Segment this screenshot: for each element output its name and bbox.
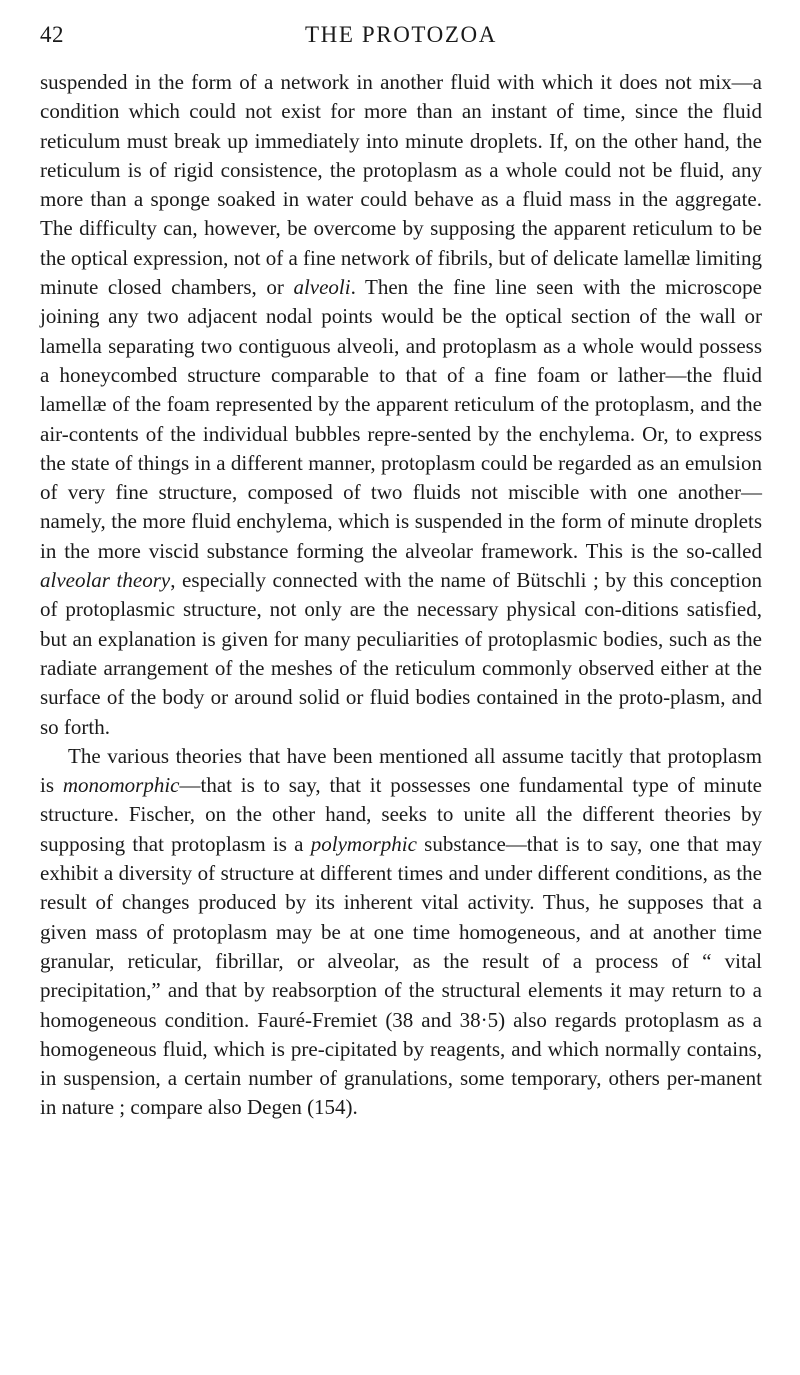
italic-term-alveolar-theory: alveolar theory (40, 568, 171, 593)
book-page (40, 18, 762, 1123)
italic-term-alveoli: alveoli (293, 275, 351, 300)
body-text (40, 68, 762, 1123)
running-head: THE PROTOZOA (305, 22, 497, 47)
page-number: 42 (40, 22, 64, 47)
text-segment: substance—that is to say, one that may exhibit a diversity of structure at different times and under different conditions, as the result of changes produced by its inherent vital activity. Thus, he supposes that a given mass of protoplasm may be at one time homogeneous, and at another time granular, reticular, fibrillar, or alveolar, as the result of a process of “ vital precipitation,” and that by reabsorption of the structural elements it may return to a homogeneous condition. Fauré-Fremiet (38 and 38·5) also regards protoplasm as a homogeneous fluid, which is pre-cipitated by reagents, and which normally contains, in suspension, a certain number of granulations, some temporary, others per-manent in nature ; compare also Degen (154). (40, 831, 762, 1120)
paragraph-2 (40, 742, 762, 1123)
italic-term-polymorphic: polymorphic (310, 831, 417, 856)
text-segment: . Then the fine line seen with the microscope joining any two adjacent nodal points would be the optical section of the wall or lamella separating two contiguous alveoli, and protoplasm as a whole would possess a honeycombed structure comparable to that of a fine foam or lather—the fluid lamellæ of the foam represented by the apparent reticulum of the protoplasm, and the air-contents of the individual bubbles repre-sented by the enchylema. Or, to express the state of things in a different manner, protoplasm could be regarded as an emulsion of very fine structure, composed of two fluids not miscible with one another—namely, the more fluid enchylema, which is suspended in the form of minute droplets in the more viscid substance forming the alveolar framework. This is the so-called (40, 275, 762, 563)
text-segment: —that is to say, that it possesses one fundamental type of minute structure. Fischer, on the other hand, seeks to unite all the different theories by supposing that protoplasm is a (40, 773, 763, 856)
text-segment: suspended in the form of a network in another fluid with which it does not mix—a condition which could not exist for more than an instant of time, since the fluid reticulum must break up immediately into minute droplets. If, on the other hand, the reticulum is of rigid consistence, the protoplasm as a whole could not be fluid, any more than a sponge soaked in water could behave as a fluid mass in the aggregate. The difficulty can, however, be overcome by supposing the apparent reticulum to be the optical expression, not of a fine network of fibrils, but of delicate lamellæ limiting minute closed chambers, or (40, 70, 762, 300)
text-segment: , especially connected with the name of Bütschli ; by this conception of protoplasmic structure, not only are the necessary physical con-ditions satisfied, but an explanation is given for many peculiarities of protoplasmic bodies, such as the radiate arrangement of the meshes of the reticulum commonly observed either at the surface of the body or around solid or fluid bodies contained in the proto-plasm, and so forth. (40, 568, 762, 739)
paragraph-1 (40, 68, 762, 742)
italic-term-monomorphic: monomorphic (62, 773, 180, 798)
text-segment: The various theories that have been mentioned all assume tacitly that protoplasm is (40, 743, 762, 798)
page-header (40, 18, 762, 58)
